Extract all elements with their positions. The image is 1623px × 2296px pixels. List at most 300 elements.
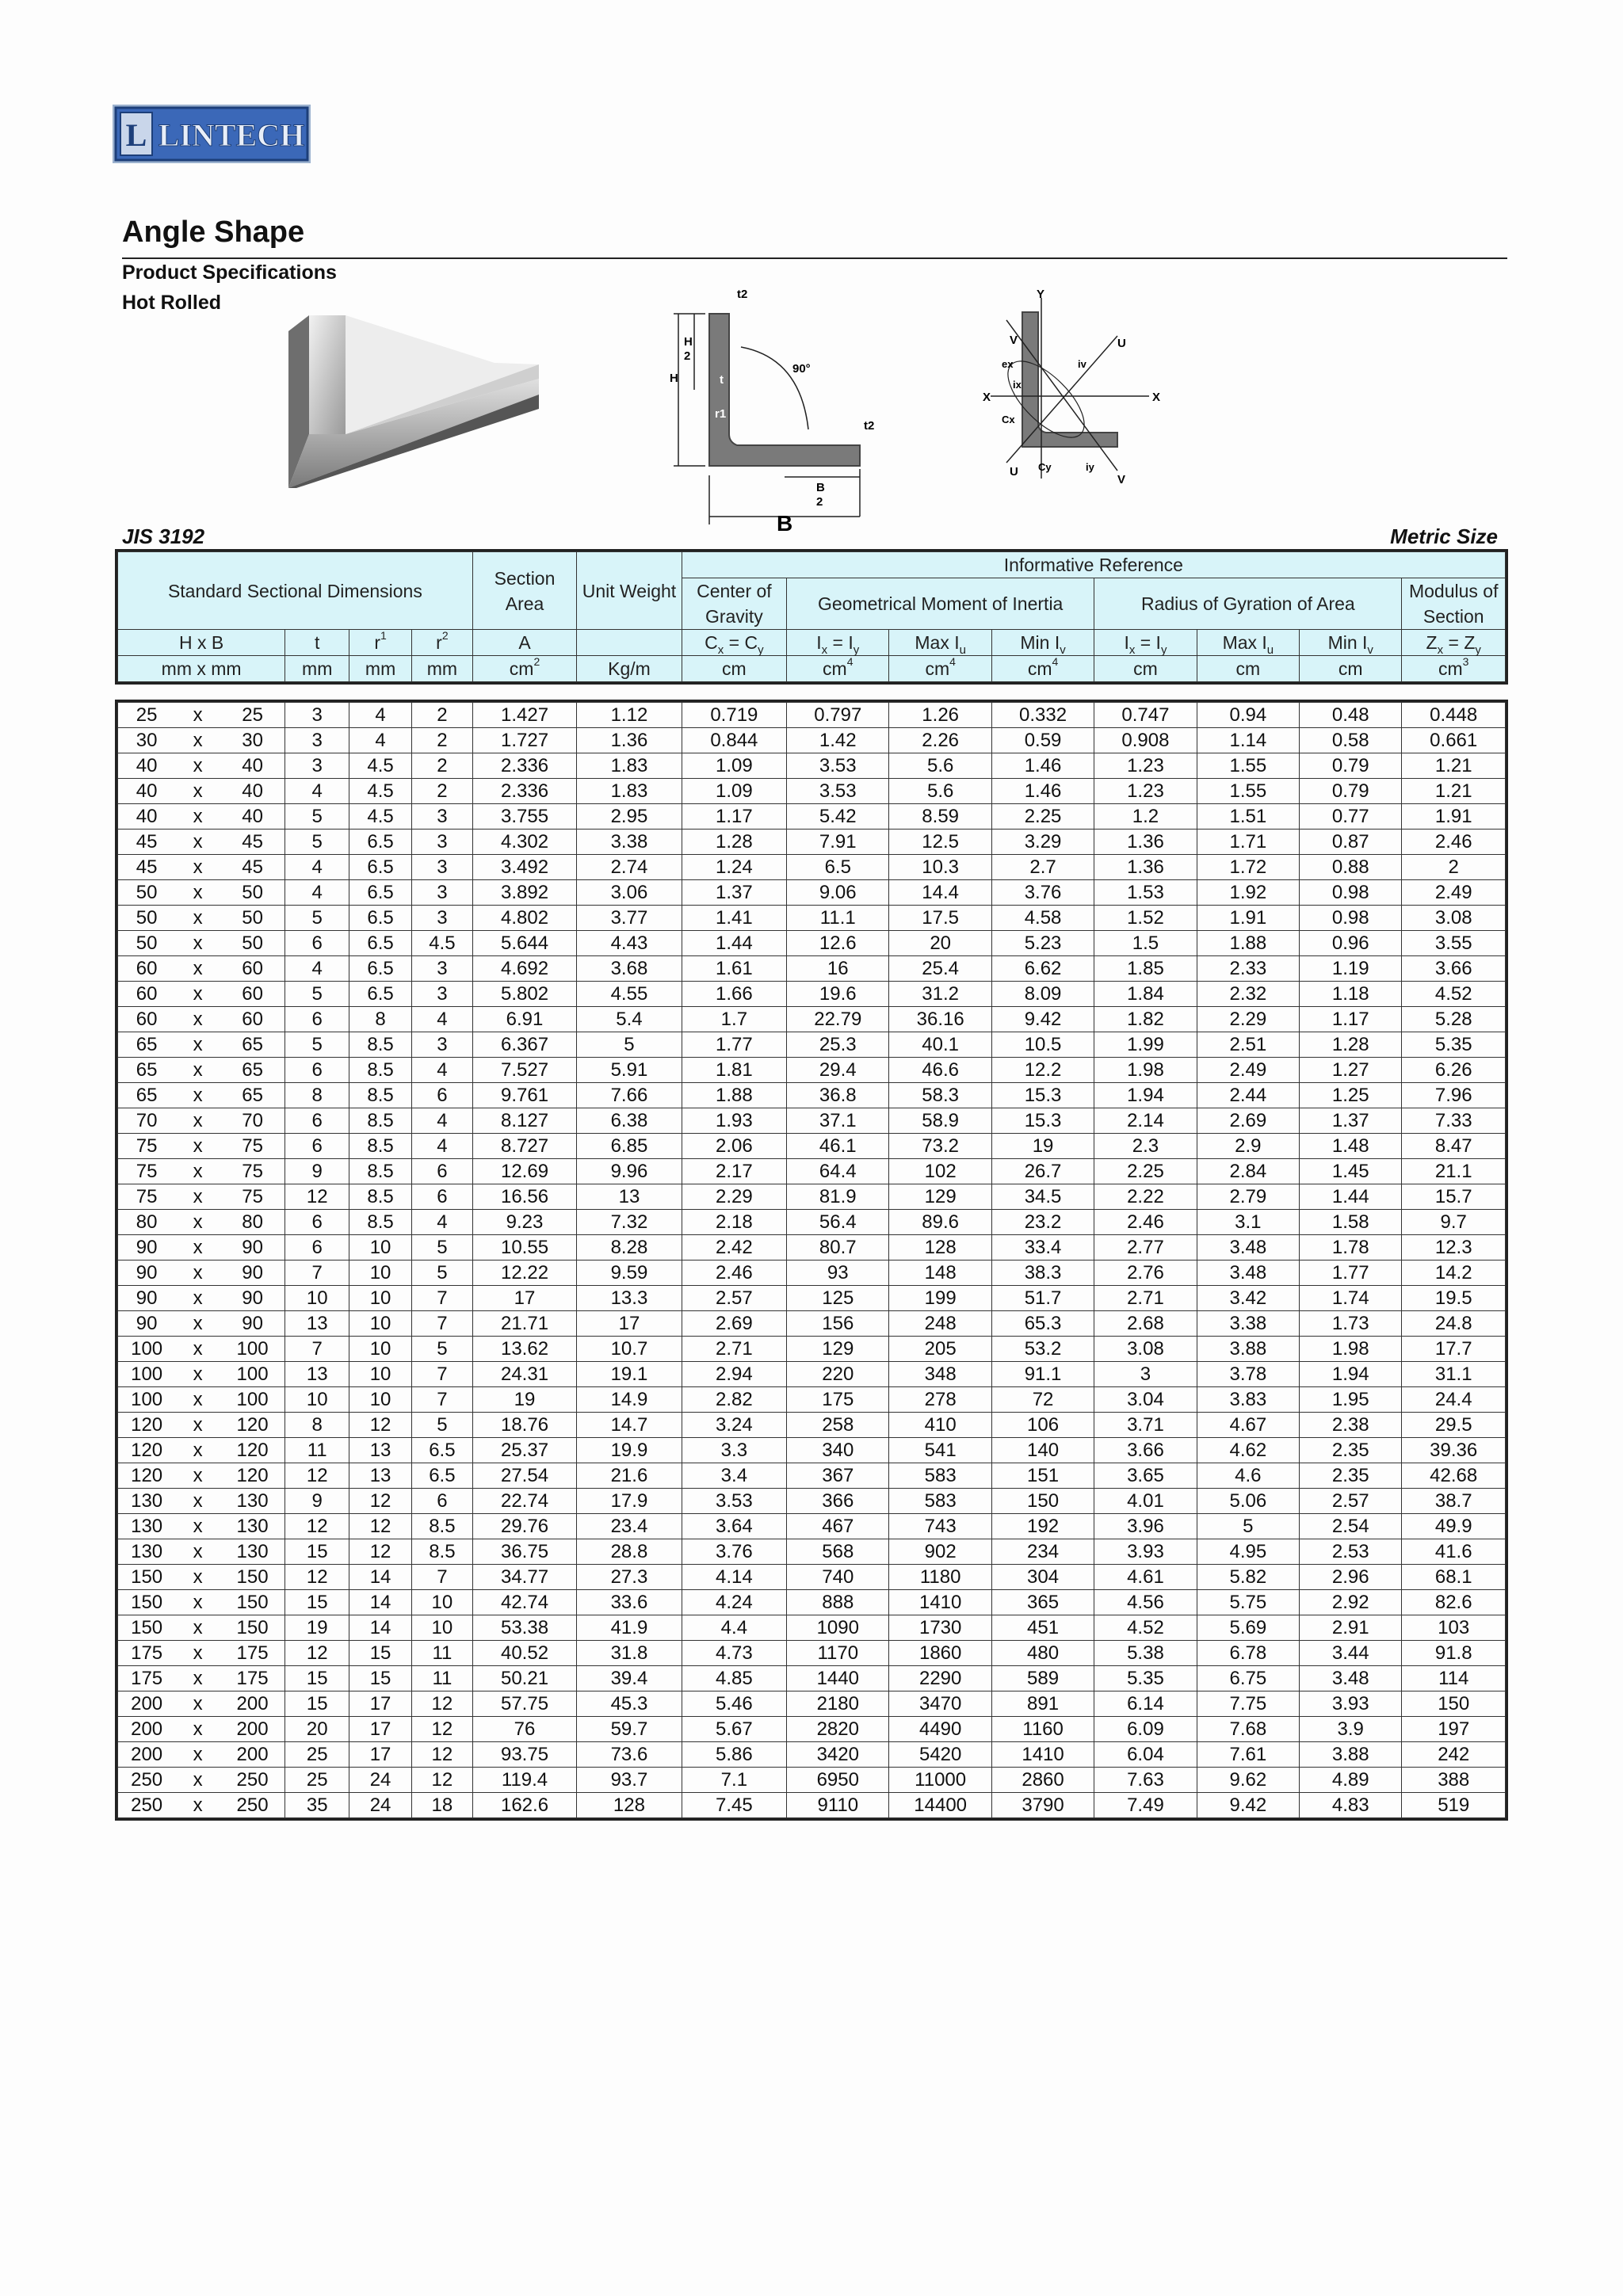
cell-cog: 2.17 bbox=[682, 1159, 786, 1184]
cell-sep: x bbox=[175, 1058, 220, 1083]
svg-text:LINTECH: LINTECH bbox=[158, 117, 305, 153]
cell-b: 200 bbox=[220, 1742, 285, 1768]
cell-area: 4.802 bbox=[472, 906, 576, 931]
cell-rx: 3.08 bbox=[1094, 1337, 1197, 1362]
cell-min-rv: 3.88 bbox=[1300, 1742, 1402, 1768]
cell-min-iv: 34.5 bbox=[991, 1184, 1094, 1210]
cell-rx: 1.5 bbox=[1094, 931, 1197, 956]
cell-ix: 129 bbox=[787, 1337, 889, 1362]
cell-sep: x bbox=[175, 703, 220, 728]
cell-max-iu: 40.1 bbox=[889, 1032, 991, 1058]
cell-z: 29.5 bbox=[1402, 1413, 1506, 1438]
cell-r2: 3 bbox=[411, 956, 472, 982]
cell-ix: 7.91 bbox=[787, 830, 889, 855]
cell-ix: 81.9 bbox=[787, 1184, 889, 1210]
cell-r1: 17 bbox=[349, 1691, 412, 1717]
cell-z: 1.91 bbox=[1402, 804, 1506, 830]
cell-r1: 10 bbox=[349, 1261, 412, 1286]
header-sym-ix: $I_x = I_y$ bbox=[787, 630, 889, 656]
cell-ix: 3420 bbox=[787, 1742, 889, 1768]
header-sym-r1: $r^1$ bbox=[349, 630, 412, 656]
cell-max-iu: 25.4 bbox=[889, 956, 991, 982]
cell-r1: 24 bbox=[349, 1768, 412, 1793]
cell-sep: x bbox=[175, 880, 220, 906]
cell-r2: 8.5 bbox=[411, 1514, 472, 1539]
cell-b: 250 bbox=[220, 1768, 285, 1793]
cell-r1: 8.5 bbox=[349, 1159, 412, 1184]
cell-r2: 6.5 bbox=[411, 1463, 472, 1489]
cell-ix: 46.1 bbox=[787, 1134, 889, 1159]
cell-cog: 2.29 bbox=[682, 1184, 786, 1210]
cell-area: 27.54 bbox=[472, 1463, 576, 1489]
cell-b: 200 bbox=[220, 1691, 285, 1717]
cell-t: 15 bbox=[285, 1666, 349, 1691]
cell-ix: 80.7 bbox=[787, 1235, 889, 1261]
cell-weight: 4.43 bbox=[577, 931, 682, 956]
cell-sep: x bbox=[175, 1210, 220, 1235]
cell-weight: 9.96 bbox=[577, 1159, 682, 1184]
cell-sep: x bbox=[175, 1235, 220, 1261]
cell-r2: 4.5 bbox=[411, 931, 472, 956]
svg-text:H: H bbox=[670, 372, 678, 385]
subtitle-hot-rolled: Hot Rolled bbox=[122, 292, 221, 314]
cell-max-iu: 20 bbox=[889, 931, 991, 956]
cell-h: 60 bbox=[118, 982, 176, 1007]
cell-r2: 6.5 bbox=[411, 1438, 472, 1463]
cell-rx: 2.77 bbox=[1094, 1235, 1197, 1261]
cell-min-rv: 1.17 bbox=[1300, 1007, 1402, 1032]
cell-ix: 16 bbox=[787, 956, 889, 982]
table-row bbox=[118, 1058, 1506, 1083]
cell-z: 1.21 bbox=[1402, 779, 1506, 804]
cell-t: 25 bbox=[285, 1768, 349, 1793]
cell-area: 7.527 bbox=[472, 1058, 576, 1083]
cell-b: 175 bbox=[220, 1641, 285, 1666]
cell-ix: 340 bbox=[787, 1438, 889, 1463]
cell-h: 130 bbox=[118, 1514, 176, 1539]
cell-min-iv: 3790 bbox=[991, 1793, 1094, 1818]
cell-r2: 4 bbox=[411, 1108, 472, 1134]
cell-r2: 5 bbox=[411, 1413, 472, 1438]
cell-b: 40 bbox=[220, 753, 285, 779]
cell-min-iv: 0.59 bbox=[991, 728, 1094, 753]
cell-rx: 1.82 bbox=[1094, 1007, 1197, 1032]
cell-max-ru: 2.49 bbox=[1197, 1058, 1299, 1083]
cell-weight: 59.7 bbox=[577, 1717, 682, 1742]
cell-area: 93.75 bbox=[472, 1742, 576, 1768]
cell-max-ru: 1.92 bbox=[1197, 880, 1299, 906]
table-row bbox=[118, 1083, 1506, 1108]
svg-text:U: U bbox=[1010, 465, 1018, 479]
cell-rx: 1.23 bbox=[1094, 753, 1197, 779]
cell-max-iu: 5.6 bbox=[889, 779, 991, 804]
cell-area: 1.727 bbox=[472, 728, 576, 753]
cell-r1: 6.5 bbox=[349, 982, 412, 1007]
cell-t: 6 bbox=[285, 1235, 349, 1261]
cell-z: 1.21 bbox=[1402, 753, 1506, 779]
cell-rx: 3.65 bbox=[1094, 1463, 1197, 1489]
cell-b: 120 bbox=[220, 1413, 285, 1438]
cell-r2: 4 bbox=[411, 1058, 472, 1083]
table-row bbox=[118, 1362, 1506, 1387]
svg-text:2: 2 bbox=[684, 349, 691, 363]
cell-max-ru: 3.48 bbox=[1197, 1261, 1299, 1286]
cell-b: 70 bbox=[220, 1108, 285, 1134]
table-row bbox=[118, 753, 1506, 779]
header-moment-of-inertia: Geometrical Moment of Inertia bbox=[787, 578, 1094, 630]
cell-max-iu: 1180 bbox=[889, 1565, 991, 1590]
cell-rx: 4.01 bbox=[1094, 1489, 1197, 1514]
cell-rx: 4.56 bbox=[1094, 1590, 1197, 1615]
cell-sep: x bbox=[175, 956, 220, 982]
cell-max-iu: 583 bbox=[889, 1463, 991, 1489]
cell-rx: 4.61 bbox=[1094, 1565, 1197, 1590]
cell-z: 24.8 bbox=[1402, 1311, 1506, 1337]
cell-min-rv: 1.18 bbox=[1300, 982, 1402, 1007]
cell-min-rv: 0.98 bbox=[1300, 906, 1402, 931]
cell-r1: 8 bbox=[349, 1007, 412, 1032]
cell-r1: 4.5 bbox=[349, 804, 412, 830]
cell-cog: 1.88 bbox=[682, 1083, 786, 1108]
cell-b: 90 bbox=[220, 1261, 285, 1286]
cell-max-ru: 4.95 bbox=[1197, 1539, 1299, 1565]
cell-t: 12 bbox=[285, 1514, 349, 1539]
table-row bbox=[118, 830, 1506, 855]
cell-r2: 3 bbox=[411, 906, 472, 931]
cell-min-iv: 1160 bbox=[991, 1717, 1094, 1742]
cell-max-ru: 3.38 bbox=[1197, 1311, 1299, 1337]
cell-t: 25 bbox=[285, 1742, 349, 1768]
cell-z: 0.448 bbox=[1402, 703, 1506, 728]
cell-t: 5 bbox=[285, 830, 349, 855]
cell-t: 3 bbox=[285, 703, 349, 728]
cell-b: 50 bbox=[220, 931, 285, 956]
cell-h: 40 bbox=[118, 804, 176, 830]
cell-z: 519 bbox=[1402, 1793, 1506, 1818]
cell-max-ru: 5 bbox=[1197, 1514, 1299, 1539]
cell-weight: 39.4 bbox=[577, 1666, 682, 1691]
cell-min-rv: 2.54 bbox=[1300, 1514, 1402, 1539]
cell-h: 80 bbox=[118, 1210, 176, 1235]
svg-text:B: B bbox=[816, 481, 825, 494]
cell-weight: 27.3 bbox=[577, 1565, 682, 1590]
cell-h: 120 bbox=[118, 1463, 176, 1489]
svg-text:ex: ex bbox=[1002, 358, 1014, 370]
cell-r2: 2 bbox=[411, 753, 472, 779]
cell-h: 60 bbox=[118, 956, 176, 982]
cell-z: 2.49 bbox=[1402, 880, 1506, 906]
cell-ix: 64.4 bbox=[787, 1159, 889, 1184]
cell-min-rv: 1.95 bbox=[1300, 1387, 1402, 1413]
cell-cog: 0.844 bbox=[682, 728, 786, 753]
cell-h: 65 bbox=[118, 1083, 176, 1108]
cell-weight: 8.28 bbox=[577, 1235, 682, 1261]
cell-area: 6.367 bbox=[472, 1032, 576, 1058]
cell-cog: 1.66 bbox=[682, 982, 786, 1007]
cell-cog: 3.3 bbox=[682, 1438, 786, 1463]
cell-t: 13 bbox=[285, 1311, 349, 1337]
cell-rx: 1.85 bbox=[1094, 956, 1197, 982]
cell-area: 3.892 bbox=[472, 880, 576, 906]
cell-weight: 19.9 bbox=[577, 1438, 682, 1463]
cell-rx: 2.3 bbox=[1094, 1134, 1197, 1159]
cell-h: 100 bbox=[118, 1362, 176, 1387]
svg-text:Y: Y bbox=[1037, 288, 1045, 301]
cell-t: 9 bbox=[285, 1159, 349, 1184]
cell-min-rv: 2.92 bbox=[1300, 1590, 1402, 1615]
unit-min-rv: cm bbox=[1300, 656, 1402, 682]
cell-sep: x bbox=[175, 1565, 220, 1590]
cell-area: 4.692 bbox=[472, 956, 576, 982]
cell-ix: 5.42 bbox=[787, 804, 889, 830]
header-center-of-gravity: Center of Gravity bbox=[682, 578, 786, 630]
cell-max-ru: 4.67 bbox=[1197, 1413, 1299, 1438]
svg-text:X: X bbox=[983, 391, 991, 404]
cell-b: 60 bbox=[220, 956, 285, 982]
cell-max-ru: 2.9 bbox=[1197, 1134, 1299, 1159]
cell-ix: 0.797 bbox=[787, 703, 889, 728]
svg-text:iv: iv bbox=[1078, 358, 1086, 370]
unit-max-iu: $cm^4$ bbox=[889, 656, 991, 682]
header-sym-r2: $r^2$ bbox=[412, 630, 473, 656]
cell-sep: x bbox=[175, 931, 220, 956]
header-sym-blank bbox=[577, 630, 682, 656]
cell-t: 4 bbox=[285, 855, 349, 880]
cell-max-iu: 743 bbox=[889, 1514, 991, 1539]
cell-r2: 2 bbox=[411, 703, 472, 728]
cell-h: 200 bbox=[118, 1717, 176, 1742]
cell-r2: 2 bbox=[411, 779, 472, 804]
table-row bbox=[118, 1413, 1506, 1438]
cell-weight: 21.6 bbox=[577, 1463, 682, 1489]
header-sym-c: $C_x = C_y$ bbox=[682, 630, 786, 656]
cell-min-rv: 1.44 bbox=[1300, 1184, 1402, 1210]
cell-max-ru: 2.84 bbox=[1197, 1159, 1299, 1184]
cell-min-iv: 3.29 bbox=[991, 830, 1094, 855]
cell-sep: x bbox=[175, 779, 220, 804]
cell-z: 7.96 bbox=[1402, 1083, 1506, 1108]
cell-max-iu: 1730 bbox=[889, 1615, 991, 1641]
cell-t: 5 bbox=[285, 1032, 349, 1058]
cell-min-rv: 1.77 bbox=[1300, 1261, 1402, 1286]
cell-cog: 2.94 bbox=[682, 1362, 786, 1387]
cell-min-rv: 0.58 bbox=[1300, 728, 1402, 753]
header-sym-max-ru: Max $I_u$ bbox=[1197, 630, 1299, 656]
cell-min-iv: 53.2 bbox=[991, 1337, 1094, 1362]
cell-ix: 888 bbox=[787, 1590, 889, 1615]
cell-sep: x bbox=[175, 1691, 220, 1717]
cell-min-iv: 19 bbox=[991, 1134, 1094, 1159]
cell-b: 200 bbox=[220, 1717, 285, 1742]
cell-t: 6 bbox=[285, 1108, 349, 1134]
header-unit-weight: Unit Weight bbox=[577, 552, 682, 630]
cell-min-iv: 65.3 bbox=[991, 1311, 1094, 1337]
cell-sep: x bbox=[175, 1134, 220, 1159]
cell-area: 8.727 bbox=[472, 1134, 576, 1159]
cell-weight: 5.91 bbox=[577, 1058, 682, 1083]
cell-sep: x bbox=[175, 1159, 220, 1184]
cell-b: 130 bbox=[220, 1489, 285, 1514]
cell-ix: 93 bbox=[787, 1261, 889, 1286]
cell-sep: x bbox=[175, 1286, 220, 1311]
cell-max-ru: 4.6 bbox=[1197, 1463, 1299, 1489]
cell-t: 6 bbox=[285, 1007, 349, 1032]
cell-max-iu: 73.2 bbox=[889, 1134, 991, 1159]
cell-min-rv: 1.25 bbox=[1300, 1083, 1402, 1108]
cell-area: 13.62 bbox=[472, 1337, 576, 1362]
cell-rx: 7.63 bbox=[1094, 1768, 1197, 1793]
cell-z: 9.7 bbox=[1402, 1210, 1506, 1235]
cell-sep: x bbox=[175, 1337, 220, 1362]
cell-ix: 11.1 bbox=[787, 906, 889, 931]
cell-area: 22.74 bbox=[472, 1489, 576, 1514]
cell-ix: 258 bbox=[787, 1413, 889, 1438]
cell-r1: 8.5 bbox=[349, 1058, 412, 1083]
cell-t: 5 bbox=[285, 906, 349, 931]
cell-max-iu: 1860 bbox=[889, 1641, 991, 1666]
cell-area: 50.21 bbox=[472, 1666, 576, 1691]
table-row bbox=[118, 982, 1506, 1007]
cell-rx: 2.14 bbox=[1094, 1108, 1197, 1134]
cell-weight: 33.6 bbox=[577, 1590, 682, 1615]
cell-area: 162.6 bbox=[472, 1793, 576, 1818]
cell-max-ru: 5.82 bbox=[1197, 1565, 1299, 1590]
cell-ix: 19.6 bbox=[787, 982, 889, 1007]
cell-h: 200 bbox=[118, 1742, 176, 1768]
cell-max-ru: 2.44 bbox=[1197, 1083, 1299, 1108]
cell-t: 20 bbox=[285, 1717, 349, 1742]
cell-area: 24.31 bbox=[472, 1362, 576, 1387]
unit-hb: mm x mm bbox=[118, 656, 285, 682]
cell-cog: 2.71 bbox=[682, 1337, 786, 1362]
cell-t: 4 bbox=[285, 880, 349, 906]
cell-area: 3.755 bbox=[472, 804, 576, 830]
cell-r1: 12 bbox=[349, 1413, 412, 1438]
cell-max-ru: 2.32 bbox=[1197, 982, 1299, 1007]
cell-min-iv: 365 bbox=[991, 1590, 1094, 1615]
cell-rx: 6.09 bbox=[1094, 1717, 1197, 1742]
cell-max-ru: 7.75 bbox=[1197, 1691, 1299, 1717]
cell-weight: 4.55 bbox=[577, 982, 682, 1007]
cell-weight: 31.8 bbox=[577, 1641, 682, 1666]
cell-area: 29.76 bbox=[472, 1514, 576, 1539]
cell-min-rv: 1.58 bbox=[1300, 1210, 1402, 1235]
cell-max-iu: 205 bbox=[889, 1337, 991, 1362]
cell-cog: 4.14 bbox=[682, 1565, 786, 1590]
cell-r1: 17 bbox=[349, 1742, 412, 1768]
cell-z: 15.7 bbox=[1402, 1184, 1506, 1210]
cell-r2: 4 bbox=[411, 1134, 472, 1159]
cell-z: 7.33 bbox=[1402, 1108, 1506, 1134]
cell-r1: 6.5 bbox=[349, 956, 412, 982]
cell-r1: 8.5 bbox=[349, 1032, 412, 1058]
cell-weight: 7.66 bbox=[577, 1083, 682, 1108]
cell-b: 100 bbox=[220, 1387, 285, 1413]
cell-min-rv: 1.94 bbox=[1300, 1362, 1402, 1387]
cell-min-iv: 15.3 bbox=[991, 1108, 1094, 1134]
cell-max-iu: 248 bbox=[889, 1311, 991, 1337]
cell-h: 50 bbox=[118, 931, 176, 956]
cell-min-iv: 72 bbox=[991, 1387, 1094, 1413]
cell-area: 18.76 bbox=[472, 1413, 576, 1438]
cell-rx: 2.22 bbox=[1094, 1184, 1197, 1210]
cell-r1: 6.5 bbox=[349, 906, 412, 931]
table-row bbox=[118, 1768, 1506, 1793]
cell-sep: x bbox=[175, 1108, 220, 1134]
cell-z: 68.1 bbox=[1402, 1565, 1506, 1590]
cell-ix: 37.1 bbox=[787, 1108, 889, 1134]
cell-min-rv: 2.91 bbox=[1300, 1615, 1402, 1641]
cell-weight: 7.32 bbox=[577, 1210, 682, 1235]
cell-z: 197 bbox=[1402, 1717, 1506, 1742]
cell-area: 2.336 bbox=[472, 753, 576, 779]
cell-b: 50 bbox=[220, 880, 285, 906]
cell-sep: x bbox=[175, 830, 220, 855]
cell-max-ru: 0.94 bbox=[1197, 703, 1299, 728]
table-row bbox=[118, 1717, 1506, 1742]
cell-b: 65 bbox=[220, 1083, 285, 1108]
cell-cog: 1.24 bbox=[682, 855, 786, 880]
cell-ix: 29.4 bbox=[787, 1058, 889, 1083]
cell-r2: 6 bbox=[411, 1489, 472, 1514]
cell-max-ru: 1.51 bbox=[1197, 804, 1299, 830]
cell-area: 119.4 bbox=[472, 1768, 576, 1793]
cell-max-iu: 348 bbox=[889, 1362, 991, 1387]
cell-area: 19 bbox=[472, 1387, 576, 1413]
cell-cog: 3.53 bbox=[682, 1489, 786, 1514]
cell-r1: 15 bbox=[349, 1641, 412, 1666]
cell-max-ru: 1.88 bbox=[1197, 931, 1299, 956]
cell-area: 12.69 bbox=[472, 1159, 576, 1184]
cell-weight: 5.4 bbox=[577, 1007, 682, 1032]
cell-max-ru: 2.33 bbox=[1197, 956, 1299, 982]
cell-cog: 7.1 bbox=[682, 1768, 786, 1793]
cell-min-iv: 3.76 bbox=[991, 880, 1094, 906]
cell-rx: 6.04 bbox=[1094, 1742, 1197, 1768]
cell-h: 50 bbox=[118, 906, 176, 931]
cell-t: 3 bbox=[285, 728, 349, 753]
cell-r2: 11 bbox=[411, 1641, 472, 1666]
cell-min-iv: 2.25 bbox=[991, 804, 1094, 830]
cell-min-iv: 451 bbox=[991, 1615, 1094, 1641]
cell-min-iv: 891 bbox=[991, 1691, 1094, 1717]
cell-cog: 3.24 bbox=[682, 1413, 786, 1438]
cell-min-iv: 26.7 bbox=[991, 1159, 1094, 1184]
size-system-label: Metric Size bbox=[1390, 524, 1498, 548]
cell-r2: 7 bbox=[411, 1286, 472, 1311]
cell-sep: x bbox=[175, 1387, 220, 1413]
table-row bbox=[118, 1159, 1506, 1184]
cell-ix: 125 bbox=[787, 1286, 889, 1311]
cell-min-iv: 304 bbox=[991, 1565, 1094, 1590]
cell-z: 103 bbox=[1402, 1615, 1506, 1641]
cell-max-iu: 11000 bbox=[889, 1768, 991, 1793]
cell-max-ru: 5.06 bbox=[1197, 1489, 1299, 1514]
svg-text:V: V bbox=[1010, 334, 1018, 347]
cell-max-iu: 148 bbox=[889, 1261, 991, 1286]
cell-cog: 2.18 bbox=[682, 1210, 786, 1235]
angle-axes-diagram bbox=[959, 288, 1197, 496]
angle-shape-illustration bbox=[288, 315, 539, 488]
cell-max-ru: 3.83 bbox=[1197, 1387, 1299, 1413]
cell-cog: 5.46 bbox=[682, 1691, 786, 1717]
cell-cog: 2.46 bbox=[682, 1261, 786, 1286]
cell-area: 4.302 bbox=[472, 830, 576, 855]
cell-cog: 2.42 bbox=[682, 1235, 786, 1261]
cell-z: 6.26 bbox=[1402, 1058, 1506, 1083]
cell-sep: x bbox=[175, 906, 220, 931]
unit-cog: cm bbox=[682, 656, 786, 682]
